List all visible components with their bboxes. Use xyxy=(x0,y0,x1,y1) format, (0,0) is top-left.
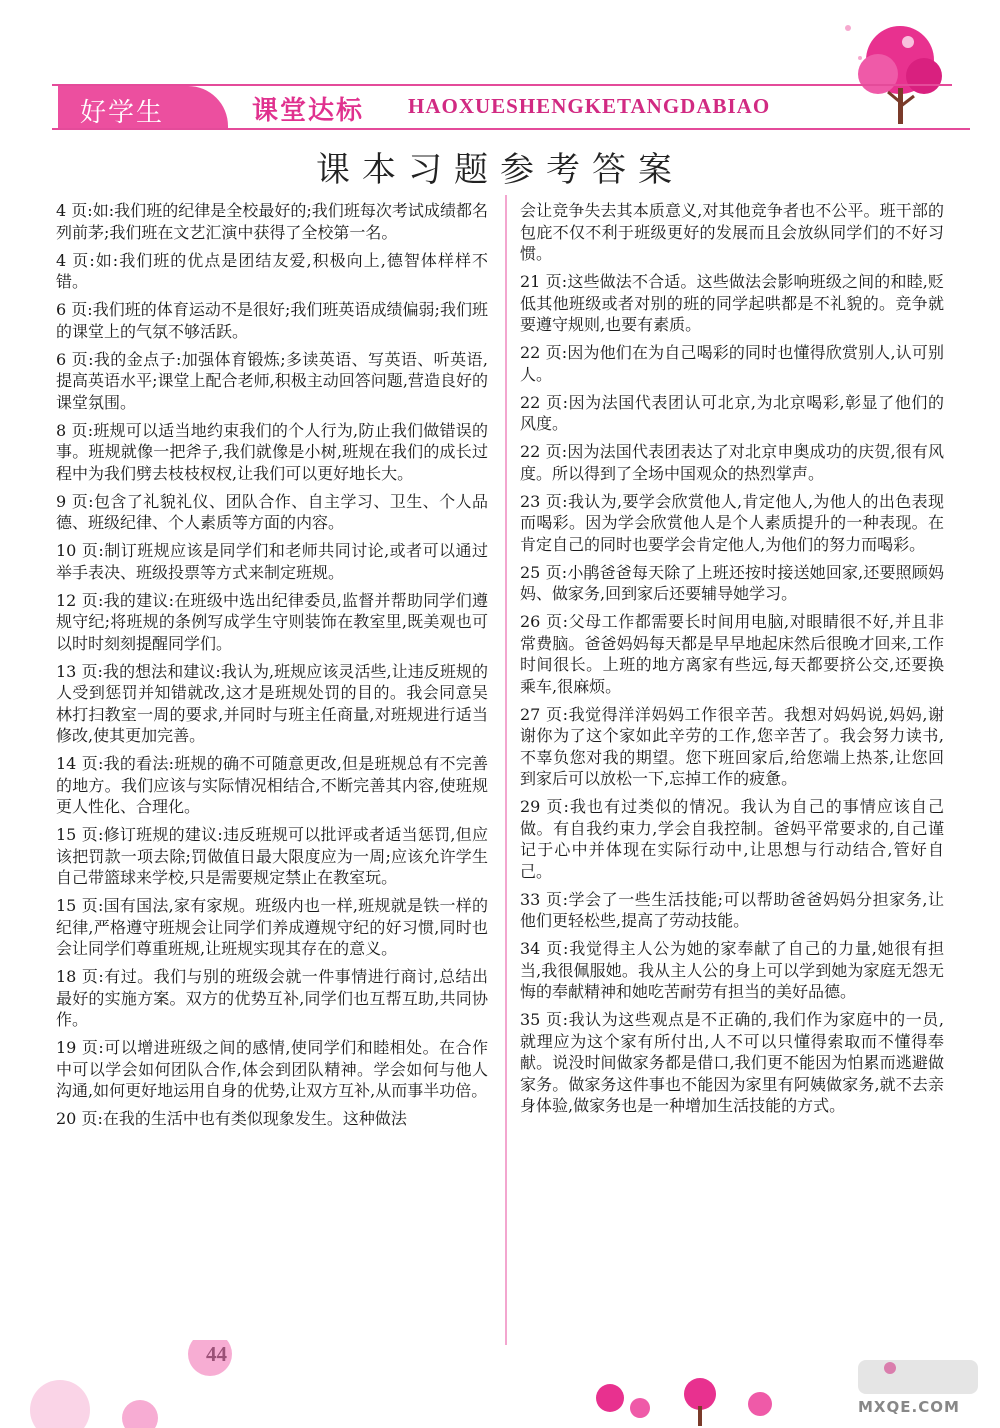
entry-text: 班规可以适当地约束我们的个人行为,防止我们做错误的事。班规就像一把斧子,我们就像是小树,班规在我们的成长过程中为我们劈去枝枝杈杈,让我们可以更好地长大。 xyxy=(56,420,488,483)
entry-page-label: 10 页: xyxy=(56,541,104,560)
column-divider xyxy=(505,195,507,1345)
answer-entry xyxy=(56,966,488,1031)
entry-page-label: 22 页: xyxy=(520,343,568,362)
entry-text: 小鹃爸爸每天除了上班还按时接送她回家,还要照顾妈妈、做家务,回到家后还要辅导她学习。 xyxy=(520,562,944,603)
entry-text: 会让竞争失去其本质意义,对其他竞争者也不公平。班干部的包庇不仅不利于班级更好的发展而且会放纵同学们的不好习惯。 xyxy=(520,201,944,263)
entry-text: 学会了一些生活技能;可以帮助爸爸妈妈分担家务,让他们更轻松些,提高了劳动技能。 xyxy=(520,889,944,930)
answer-entry xyxy=(56,200,488,243)
watermark-logo xyxy=(830,1360,1000,1428)
right-column xyxy=(520,200,944,1123)
answer-entry xyxy=(56,349,488,414)
answer-entry xyxy=(520,392,944,435)
header-subtitle: 课堂达标 xyxy=(252,96,365,126)
answer-entry xyxy=(520,491,944,556)
answer-entry xyxy=(56,661,488,747)
entry-page-label: 8 页: xyxy=(56,420,94,440)
answer-entry xyxy=(56,420,488,485)
answer-entry xyxy=(56,540,488,583)
entry-text: 在我的生活中也有类似现象发生。这种做法 xyxy=(102,1109,407,1128)
header-pinyin: HAOXUESHENGKETANGDABIAO xyxy=(408,94,771,118)
entry-page-label: 25 页: xyxy=(520,562,568,582)
watermark-text: MXQE.COM xyxy=(858,1398,960,1416)
entry-page-label: 13 页: xyxy=(56,661,103,681)
answer-entry xyxy=(56,1108,488,1130)
entry-text: 我的建议:在班级中选出纪律委员,监督并帮助同学们遵规守纪;将班规的条例写成学生守则装饰在教室里,既美观也可以时时刻刻提醒同学们。 xyxy=(56,590,488,653)
entry-text: 修订班规的建议:违反班规可以批评或者适当惩罚,但应该把罚款一项去除;罚做值日最大限度应为一周;应该允许学生自己带篮球来学校,只是需要规定禁止在教室玩。 xyxy=(56,825,488,887)
entry-text: 我觉得主人公为她的家奉献了自己的力量,她很有担当,我很佩服她。我从主人公的身上可以学到她为家庭无怨无悔的奉献精神和她吃苦耐劳有担当的美好品德。 xyxy=(520,939,944,1001)
answer-entry xyxy=(56,1037,488,1102)
page-title: 课本习题参考答案 xyxy=(316,150,684,190)
entry-text: 如:我们班的优点是团结友爱,积极向上,德智体样样不错。 xyxy=(56,250,488,291)
entry-page-label: 34 页: xyxy=(520,939,569,958)
entry-page-label: 20 页: xyxy=(56,1109,103,1128)
entry-page-label: 35 页: xyxy=(520,1010,568,1029)
entry-text: 我们班的体育运动不是很好;我们班英语成绩偏弱;我们班的课堂上的气氛不够活跃。 xyxy=(56,300,488,341)
answer-entry xyxy=(56,299,488,342)
header-badge xyxy=(58,86,228,128)
answer-entry xyxy=(56,590,488,655)
answer-entry xyxy=(520,1009,944,1117)
entry-text: 因为法国代表团认可北京,为北京喝彩,彰显了他们的风度。 xyxy=(520,392,944,433)
entry-text: 我认为这些观点是不正确的,我们作为家庭中的一员,就理应为这个家有所付出,人不可以只懂得索取而不懂得奉献。说没时间做家务都是借口,我们更不能因为怕累而逃避做家务。做家务这件事也不能因为家里有阿姨做家务,就不去亲身体验,做家务也是一种增加生活技能的方式。 xyxy=(520,1010,944,1115)
answer-entry xyxy=(520,938,944,1003)
entry-text: 制订班规应该是同学们和老师共同讨论,或者可以通过举手表决、班级投票等方式来制定班规。 xyxy=(56,541,488,582)
entry-page-label: 22 页: xyxy=(520,392,568,412)
answer-entry xyxy=(520,271,944,336)
entry-text: 我认为,要学会欣赏他人,肯定他人,为他人的出色表现而喝彩。因为学会欣赏他人是个人素质提升的一种表现。在肯定自己的同时也要学会肯定他人,为他们的努力而喝彩。 xyxy=(520,491,944,554)
entry-page-label: 6 页: xyxy=(56,300,93,319)
answer-entry xyxy=(520,611,944,697)
entry-text: 我觉得洋洋妈妈工作很辛苦。我想对妈妈说,妈妈,谢谢你为了这个家如此辛劳的工作,您辛苦了。我会努力读书,不辜负您对我的期望。您下班回家后,给您端上热茶,让您回到家后可以放松一下,忘掉工作的疲惫。 xyxy=(520,704,944,788)
answer-entry xyxy=(56,250,488,293)
entry-text: 如:我们班的纪律是全校最好的;我们班每次考试成绩都名列前茅;我们班在文艺汇演中获得了全校第一名。 xyxy=(56,201,488,242)
entry-page-label: 19 页: xyxy=(56,1038,104,1057)
entry-page-label: 15 页: xyxy=(56,896,104,915)
entry-page-label: 14 页: xyxy=(56,754,104,773)
entry-page-label: 6 页: xyxy=(56,349,94,369)
entry-text: 有过。我们与别的班级会就一件事情进行商讨,总结出最好的实施方案。双方的优势互补,同学们也互帮互助,共同协作。 xyxy=(56,967,488,1029)
answer-entry xyxy=(56,491,488,534)
answer-entry xyxy=(520,704,944,790)
entry-page-label: 12 页: xyxy=(56,590,104,610)
entry-page-label: 22 页: xyxy=(520,442,568,461)
entry-text: 我也有过类似的情况。我认为自己的事情应该自己做。有自我约束力,学会自我控制。爸妈平常要求的,自己谨记于心中并体现在实际行动中,让思想与行动结合,管好自己。 xyxy=(520,797,944,881)
entry-text: 包含了礼貌礼仪、团队合作、自主学习、卫生、个人品德、班级纪律、个人素质等方面的内容。 xyxy=(56,491,488,532)
answer-entry xyxy=(520,796,944,882)
entry-text: 我的金点子:加强体育锻炼;多读英语、写英语、听英语,提高英语水平;课堂上配合老师,积极主动回答问题,营造良好的课堂氛围。 xyxy=(56,349,488,412)
answer-entry xyxy=(56,824,488,889)
entry-page-label: 4 页: xyxy=(56,201,93,220)
header-bottom-line xyxy=(52,128,970,130)
entry-page-label: 15 页: xyxy=(56,825,104,844)
answer-entry xyxy=(520,441,944,484)
entry-page-label: 26 页: xyxy=(520,612,568,631)
entry-page-label: 27 页: xyxy=(520,704,568,724)
answer-entry xyxy=(520,562,944,605)
header-banner xyxy=(52,80,970,132)
entry-page-label: 29 页: xyxy=(520,797,569,816)
entry-page-label: 21 页: xyxy=(520,272,568,291)
answer-entry xyxy=(520,200,944,265)
answer-entry xyxy=(56,895,488,960)
entry-text: 父母工作都需要长时间用电脑,对眼睛很不好,并且非常费脑。爸爸妈妈每天都是早早地起床然后很晚才回来,工作时间很长。上班的地方离家有些远,每天都要挤公交,还要换乘车,很麻烦。 xyxy=(520,612,944,696)
entry-page-label: 33 页: xyxy=(520,889,568,909)
entry-page-label: 23 页: xyxy=(520,491,568,511)
entry-text: 这些做法不合适。这些做法会影响班级之间的和睦,贬低其他班级或者对别的班的同学起哄都是不礼貌的。竞争就要遵守规则,也要有素质。 xyxy=(520,272,944,334)
answer-entry xyxy=(56,753,488,818)
entry-text: 我的想法和建议:我认为,班规应该灵活些,让违反班规的人受到惩罚并知错就改,这才是班规处罚的目的。我会同意吴林打扫教室一周的要求,并同时与班主任商量,对班规进行适当修改,使其更加完善。 xyxy=(56,661,488,745)
left-column xyxy=(56,200,488,1136)
entry-text: 因为他们在为自己喝彩的同时也懂得欣赏别人,认可别人。 xyxy=(520,343,944,384)
entry-text: 我的看法:班规的确不可随意更改,但是班规总有不完善的地方。我们应该与实际情况相结合,不断完善其内容,使班规更人性化、合理化。 xyxy=(56,754,488,816)
entry-page-label: 4 页: xyxy=(56,250,95,270)
entry-page-label: 18 页: xyxy=(56,967,104,986)
badge-text: 好学生 xyxy=(80,98,165,128)
entry-text: 国有国法,家有家规。班级内也一样,班规就是铁一样的纪律,严格遵守班规会让同学们养成遵规守纪的好习惯,同时也会让同学们尊重班规,让班规实现其存在的意义。 xyxy=(56,896,488,958)
entry-text: 可以增进班级之间的感情,使同学们和睦相处。在合作中可以学会如何团队合作,体会到团队精神。学会如何与他人沟通,如何更好地运用自身的优势,让双方互补,从而事半功倍。 xyxy=(56,1038,488,1100)
answer-entry xyxy=(520,342,944,385)
entry-text: 因为法国代表团表达了对北京申奥成功的庆贺,很有风度。所以得到了全场中国观众的热烈掌声。 xyxy=(520,442,944,483)
entry-page-label: 9 页: xyxy=(56,491,94,511)
answer-entry xyxy=(520,889,944,932)
